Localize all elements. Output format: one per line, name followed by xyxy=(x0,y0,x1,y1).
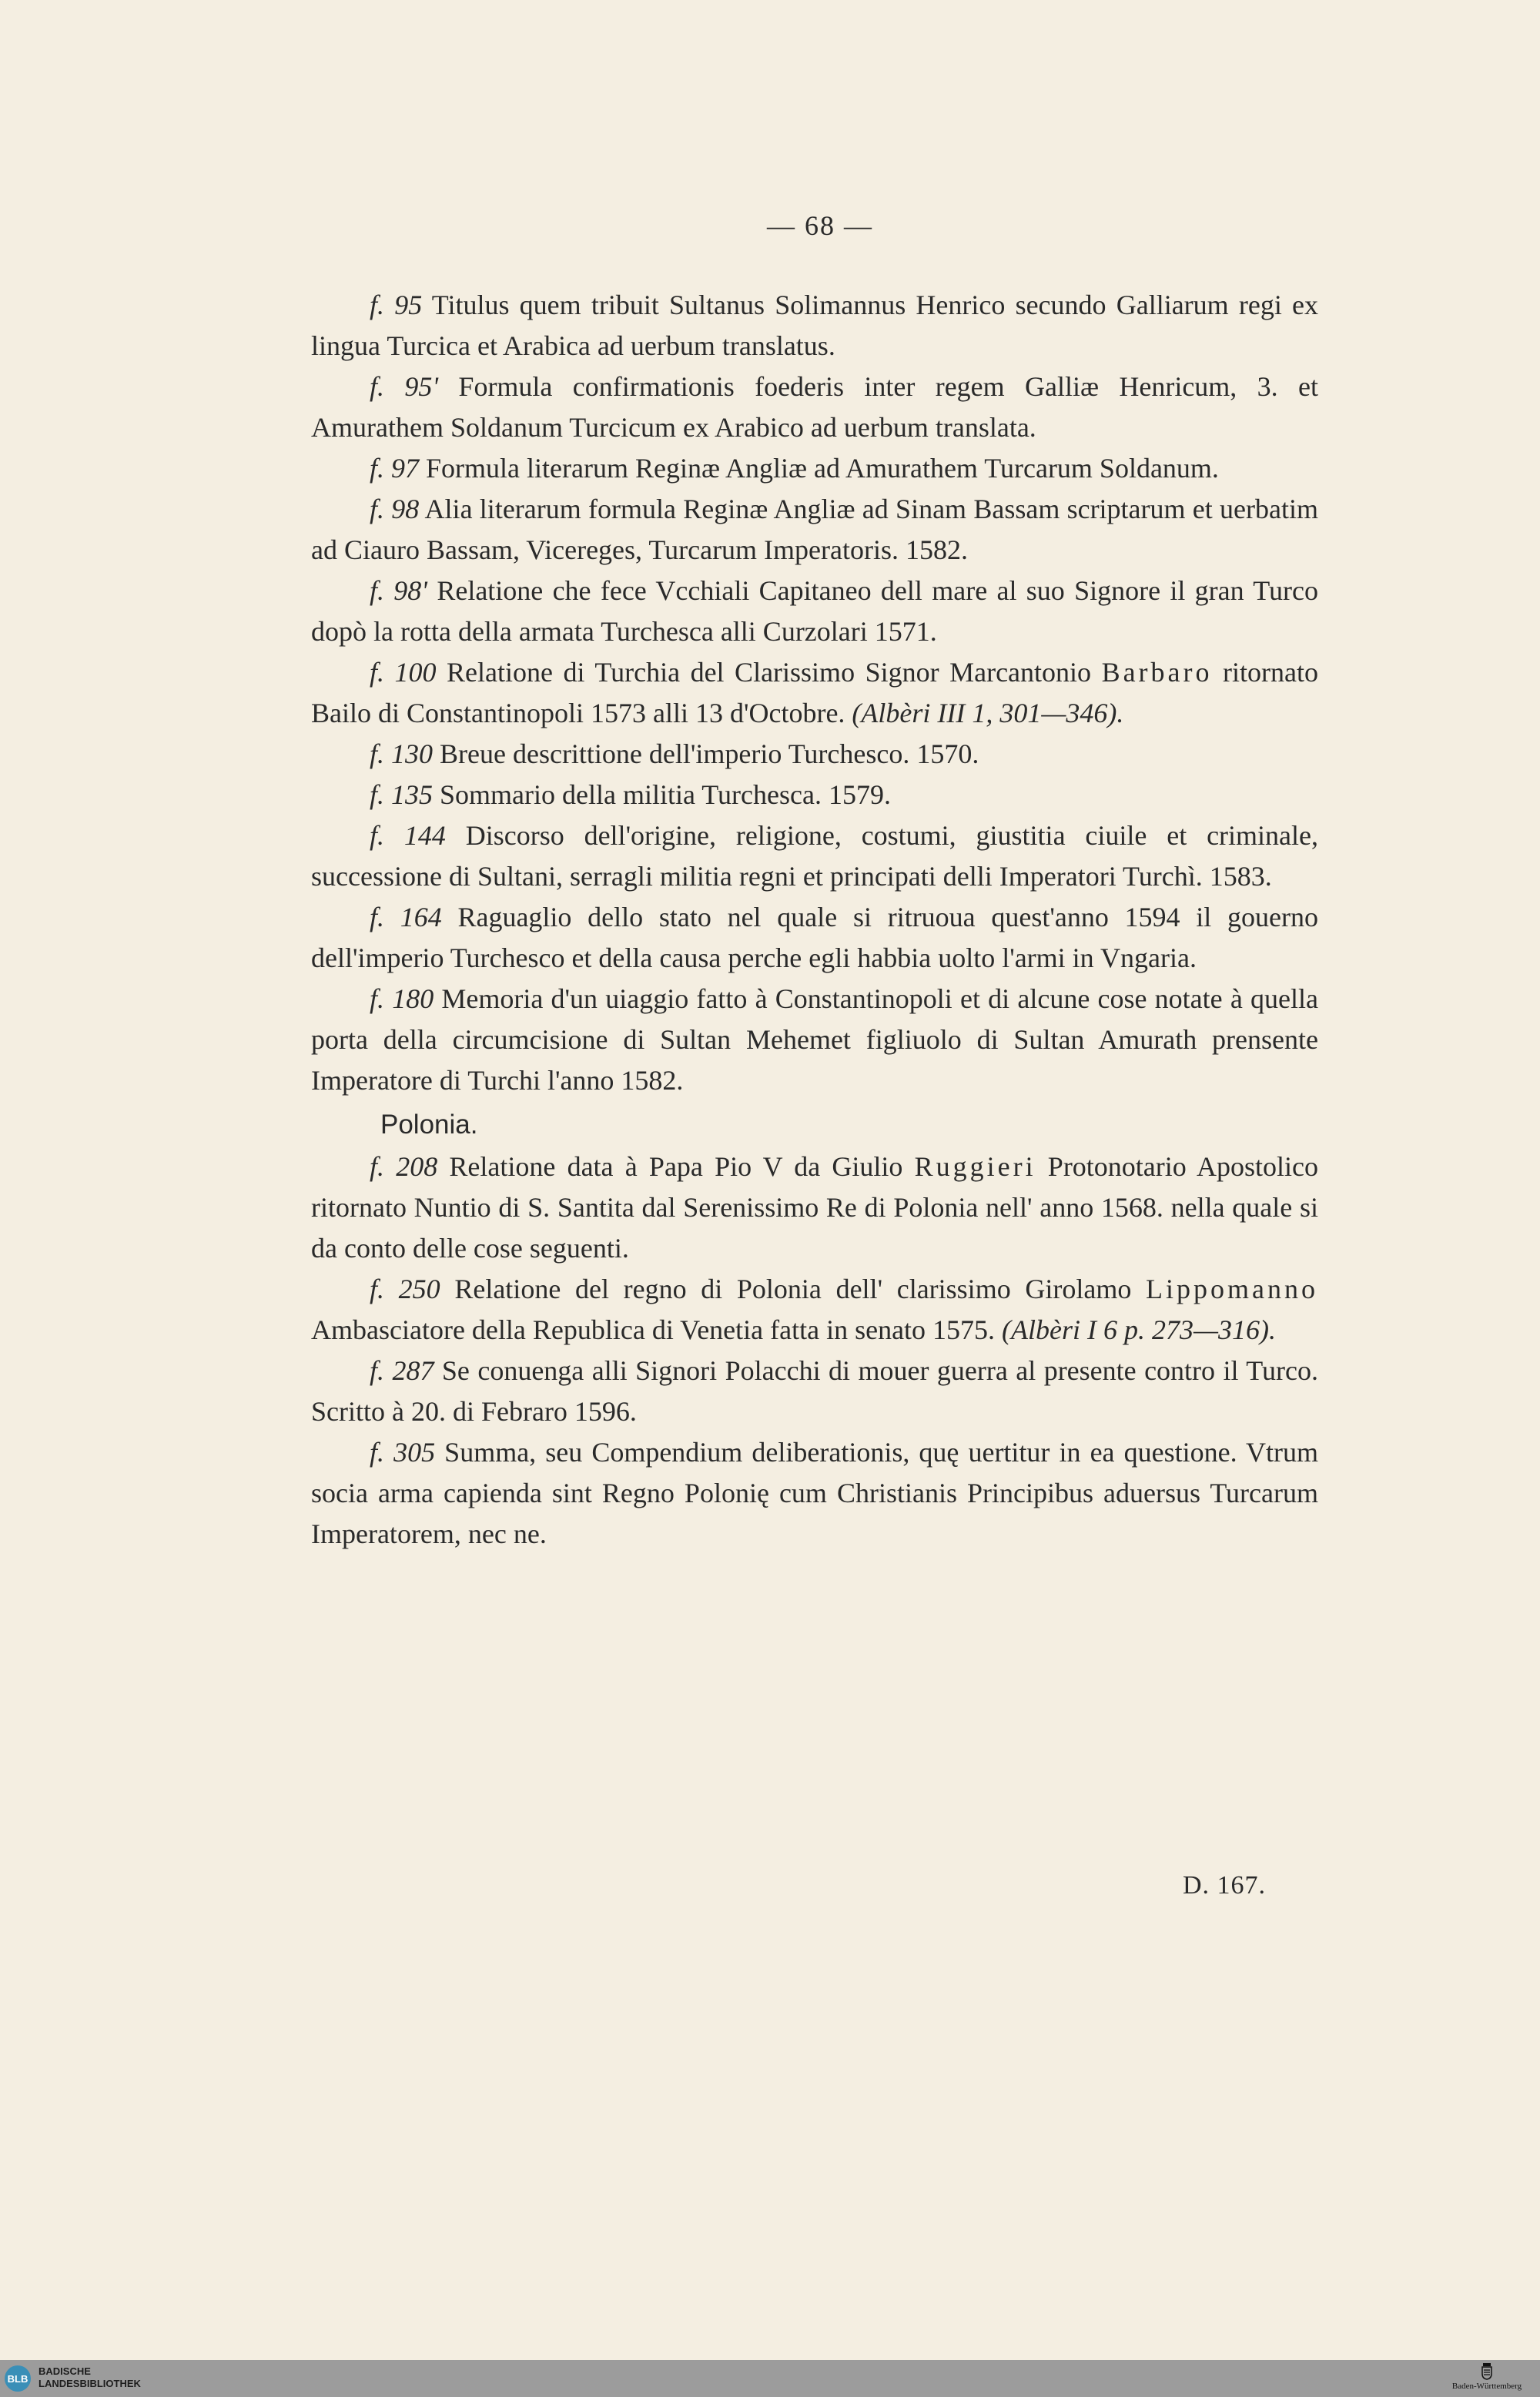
catalog-text-block xyxy=(311,285,1318,1555)
folio-reference: f. 98' xyxy=(370,575,428,606)
catalog-number: D. 167. xyxy=(1183,1871,1267,1900)
entry-text: Ambasciatore della Republica di Venetia fatta in senato 1575. xyxy=(311,1314,1003,1345)
library-name-line-1: BADISCHE xyxy=(38,2365,91,2377)
catalog-entry xyxy=(311,652,1318,734)
catalog-entry xyxy=(311,1147,1318,1269)
catalog-entry xyxy=(311,897,1318,979)
blb-logo-icon[interactable]: BLB xyxy=(5,2365,31,2392)
folio-reference: f. 95' xyxy=(370,371,439,402)
folio-reference: f. 95 xyxy=(370,290,423,320)
entry-text: Titulus quem tribuit Sultanus Solimannus Henrico secundo Galliarum regi ex lingua Turcica et Arabica ad uerbum translatus. xyxy=(311,290,1318,361)
folio-reference: f. 144 xyxy=(370,820,446,851)
entry-text: Protonotario Apostolico ritornato Nuntio di S. Santita dal Serenissimo Re di Polonia nell' anno 1568. nella quale si da conto delle cose seguenti. xyxy=(311,1151,1318,1264)
entry-text: Breue descrittione dell'imperio Turchesco. 1570. xyxy=(433,738,979,769)
alberi-reference: (Albèri I 6 p. 273—316). xyxy=(1002,1314,1277,1345)
catalog-entry xyxy=(311,285,1318,367)
catalog-entry xyxy=(311,367,1318,448)
viewer-footer-bar xyxy=(0,2360,1540,2397)
folio-reference: f. 287 xyxy=(370,1355,434,1386)
folio-reference: f. 98 xyxy=(370,494,420,524)
catalog-entry xyxy=(311,979,1318,1101)
entry-text: Relatione di Turchia del Clarissimo Signor Marcantonio xyxy=(436,657,1102,688)
folio-reference: f. 305 xyxy=(370,1437,436,1468)
entry-text: Formula confirmationis foederis inter regem Galliæ Henricum, 3. et Amurathem Soldanum Turcicum ex Arabico ad uerbum translata. xyxy=(311,371,1318,443)
catalog-entry xyxy=(311,1432,1318,1555)
catalog-entry xyxy=(311,448,1318,489)
catalog-entry xyxy=(311,571,1318,652)
folio-reference: f. 97 xyxy=(370,453,420,484)
entry-text: Raguaglio dello stato nel quale si ritruoua quest'anno 1594 il gouerno dell'imperio Turchesco et della causa perche egli habbia uolto l'armi in Vngaria. xyxy=(311,902,1318,973)
entry-text: Summa, seu Compendium deliberationis, quę uertitur in ea questione. Vtrum socia arma capienda sint Regno Polonię cum Christianis Principibus aduersus Turcarum Imperatorem, nec ne. xyxy=(311,1437,1319,1549)
coat-of-arms-icon xyxy=(1481,2363,1492,2380)
section-heading: Polonia. xyxy=(380,1110,478,1140)
catalog-entry xyxy=(311,775,1318,815)
folio-reference: f. 208 xyxy=(370,1151,438,1182)
catalog-entry xyxy=(311,1269,1318,1351)
catalog-entry xyxy=(311,1351,1318,1432)
folio-reference: f. 130 xyxy=(370,738,434,769)
entry-text: Se conuenga alli Signori Polacchi di mouer guerra al presente contro il Turco. Scritto à 20. di Febraro 1596. xyxy=(311,1355,1318,1427)
alberi-reference: (Albèri III 1, 301—346). xyxy=(852,698,1124,728)
spaced-name: Lippomanno xyxy=(1146,1274,1318,1304)
baden-wuerttemberg-logo[interactable] xyxy=(1437,2363,1537,2391)
entry-text: Relatione che fece Vcchiali Capitaneo dell mare al suo Signore il gran Turco dopò la rotta della armata Turchesca alli Curzolari 1571. xyxy=(311,575,1319,647)
entry-text: Sommario della militia Turchesca. 1579. xyxy=(433,779,891,810)
partner-name: Baden-Württemberg xyxy=(1451,2382,1522,2391)
entry-text: Formula literarum Reginæ Angliæ ad Amurathem Turcarum Soldanum. xyxy=(419,453,1219,484)
folio-reference: f. 180 xyxy=(370,983,434,1014)
page-number: — 68 — xyxy=(767,210,873,241)
catalog-entry xyxy=(311,815,1318,897)
entry-text: Relatione del regno di Polonia dell' clarissimo Girolamo xyxy=(440,1274,1146,1304)
folio-reference: f. 250 xyxy=(370,1274,440,1304)
entry-text: Alia literarum formula Reginæ Angliæ ad Sinam Bassam scriptarum et uerbatim ad Ciauro Bassam, Vicereges, Turcarum Imperatoris. 1582. xyxy=(311,494,1318,565)
catalog-entry xyxy=(311,489,1318,571)
entry-text: Discorso dell'origine, religione, costumi, giustitia ciuile et criminale, successione di Sultani, serragli militia regni et principati delli Imperatori Turchì. 1583. xyxy=(311,820,1318,892)
folio-reference: f. 135 xyxy=(370,779,434,810)
library-name[interactable] xyxy=(38,2365,141,2390)
folio-reference: f. 164 xyxy=(370,902,442,932)
entry-text: Memoria d'un uiaggio fatto à Constantinopoli et di alcune cose notate à quella porta della circumcisione di Sultan Mehemet figliuolo di Sultan Amurath prensente Imperatore di Turchi l'anno 1582. xyxy=(311,983,1318,1096)
entry-text: ritornato Bailo di Constantinopoli 1573 alli 13 d'Octobre. xyxy=(311,657,1318,728)
library-name-line-2: LANDESBIBLIOTHEK xyxy=(38,2378,141,2389)
spaced-name: Ruggieri xyxy=(914,1151,1036,1182)
entry-text: Relatione data à Papa Pio V da Giulio xyxy=(437,1151,915,1182)
spaced-name: Barbaro xyxy=(1101,657,1213,688)
catalog-entry xyxy=(311,734,1318,775)
folio-reference: f. 100 xyxy=(370,657,437,688)
